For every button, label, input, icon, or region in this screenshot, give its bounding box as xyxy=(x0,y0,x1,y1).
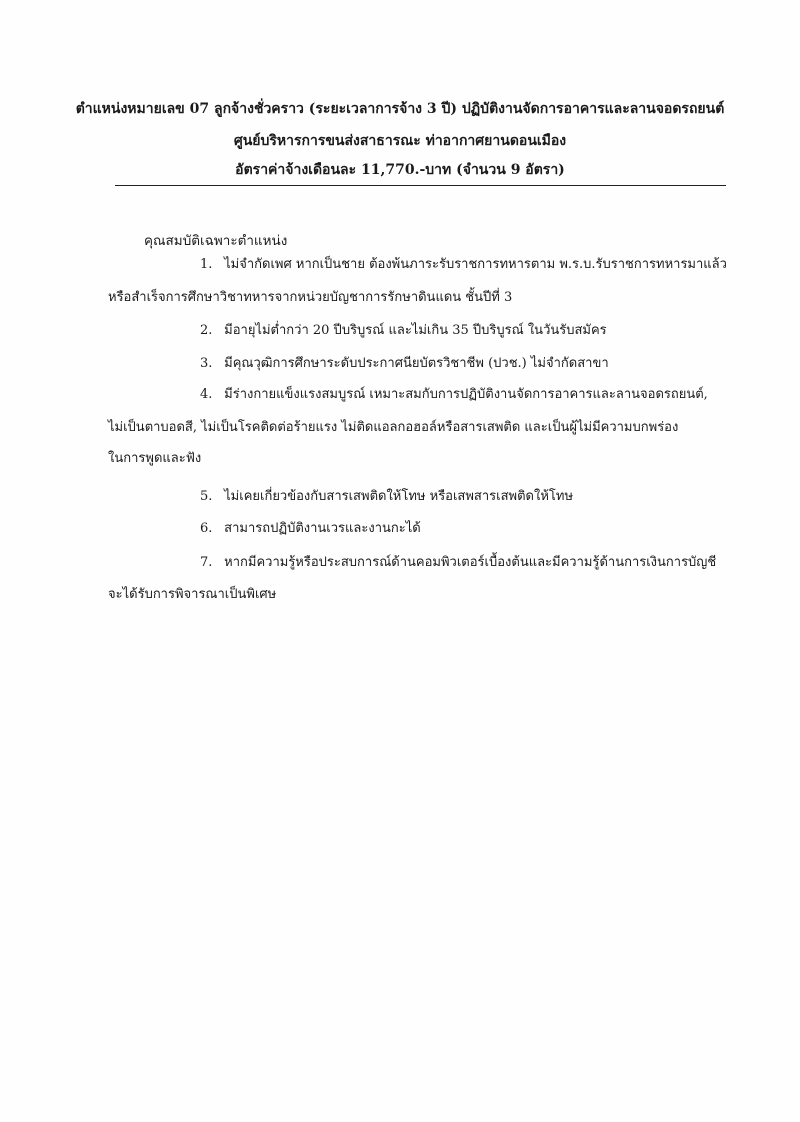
list-item-2 xyxy=(200,324,607,337)
header-line-1: ตำแหน่งหมายเลข 07 ลูกจ้างชั่วคราว (ระยะเวลาการจ้าง 3 ปี) ปฏิบัติงานจัดการอาคารและลานจอดรถยนต์ xyxy=(75,101,725,117)
item-number: 6. xyxy=(200,521,213,536)
item-text: มีอายุไม่ต่ำกว่า 20 ปีบริบูรณ์ และไม่เกิน 35 ปีบริบูรณ์ ในวันรับสมัคร xyxy=(224,323,607,338)
header-line-3: อัตราค่าจ้างเดือนละ 11,770.-บาท (จำนวน 9 อัตรา) xyxy=(235,162,565,178)
list-item-5 xyxy=(200,490,573,503)
item-number: 4. xyxy=(200,387,213,402)
list-item-4 xyxy=(200,388,708,401)
section-title: คุณสมบัติเฉพาะตำแหน่ง xyxy=(144,233,288,249)
item-number: 3. xyxy=(200,356,213,371)
list-item-6 xyxy=(200,522,421,535)
item-text: สามารถปฏิบัติงานเวรและงานกะได้ xyxy=(224,521,421,536)
list-item-7 xyxy=(200,556,716,569)
list-item-7-continuation: จะได้รับการพิจารณาเป็นพิเศษ xyxy=(108,587,277,602)
header-divider xyxy=(115,185,726,186)
item-text: หากมีความรู้หรือประสบการณ์ด้านคอมพิวเตอร์เบื้องต้นและมีความรู้ด้านการเงินการบัญชี xyxy=(224,555,717,570)
item-text: ไม่เคยเกี่ยวข้องกับสารเสพติดให้โทษ หรือเสพสารเสพติดให้โทษ xyxy=(224,489,574,504)
item-number: 1. xyxy=(200,257,213,272)
item-text: มีคุณวุฒิการศึกษาระดับประกาศนียบัตรวิชาชีพ (ปวช.) ไม่จำกัดสาขา xyxy=(224,356,609,371)
list-item-1-continuation: หรือสำเร็จการศึกษาวิชาทหารจากหน่วยบัญชาการรักษาดินแดน ชั้นปีที่ 3 xyxy=(108,290,513,305)
item-text: มีร่างกายแข็งแรงสมบูรณ์ เหมาะสมกับการปฏิบัติงานจัดการอาคารและลานจอดรถยนต์, xyxy=(224,387,708,402)
list-item-1 xyxy=(200,258,727,271)
header-line-2: ศูนย์บริหารการขนส่งสาธารณะ ท่าอากาศยานดอนเมือง xyxy=(233,133,567,149)
list-item-3 xyxy=(200,357,609,370)
list-item-4-continuation: ในการพูดและฟัง xyxy=(108,451,202,466)
list-item-4-continuation: ไม่เป็นตาบอดสี, ไม่เป็นโรคติดต่อร้ายแรง ไม่ติดแอลกอฮอล์หรือสารเสพติด และเป็นผู้ไม่มีความบกพร่อง xyxy=(108,420,679,435)
item-text: ไม่จำกัดเพศ หากเป็นชาย ต้องพ้นภาระรับราชการทหารตาม พ.ร.บ.รับราชการทหารมาแล้ว xyxy=(224,257,727,272)
item-number: 5. xyxy=(200,489,213,504)
item-number: 2. xyxy=(200,323,213,338)
item-number: 7. xyxy=(200,555,213,570)
